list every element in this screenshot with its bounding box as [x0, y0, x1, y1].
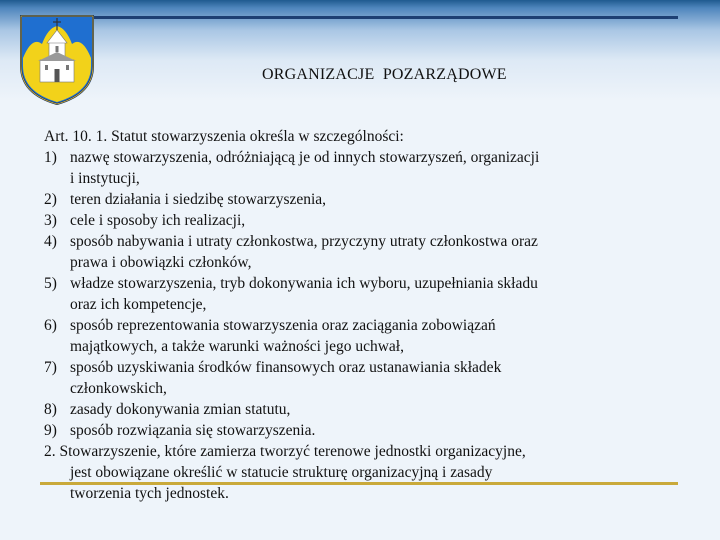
article-text	[44, 126, 694, 504]
list-item: 2) teren działania i siedzibę stowarzyszenia,	[44, 191, 327, 208]
footer-rule	[40, 482, 678, 485]
coat-of-arms-church-icon	[18, 14, 96, 106]
list-item: 3) cele i sposoby ich realizacji,	[44, 212, 246, 229]
article-intro: Art. 10. 1. Statut stowarzyszenia określa w szczególności:	[44, 128, 404, 145]
page-title: ORGANIZACJE POZARZĄDOWE	[262, 66, 507, 83]
header-rule	[92, 16, 678, 19]
article-point-2: 2. Stowarzyszenie, które zamierza tworzyć terenowe jednostki organizacyjne, jest obowiązane określić w statucie strukturę organizacyjną i zasady tworzenia tych jednostek.	[44, 443, 526, 502]
list-item: 8) zasady dokonywania zmian statutu,	[44, 401, 291, 418]
list-item: 6) sposób reprezentowania stowarzyszenia oraz zaciągania zobowiązań majątkowych, a także warunki ważności jego uchwał,	[44, 317, 496, 355]
list-item: 5) władze stowarzyszenia, tryb dokonywania ich wyboru, uzupełniania składu oraz ich kompetencje,	[44, 275, 538, 313]
list-item: 1) nazwę stowarzyszenia, odróżniającą je od innych stowarzyszeń, organizacji i instytucji,	[44, 149, 540, 187]
list-item: 9) sposób rozwiązania się stowarzyszenia.	[44, 422, 316, 439]
list-item: 7) sposób uzyskiwania środków finansowych oraz ustanawiania składek członkowskich,	[44, 359, 502, 397]
list-item: 4) sposób nabywania i utraty członkostwa, przyczyny utraty członkostwa oraz prawa i obowiązki członków,	[44, 233, 538, 271]
